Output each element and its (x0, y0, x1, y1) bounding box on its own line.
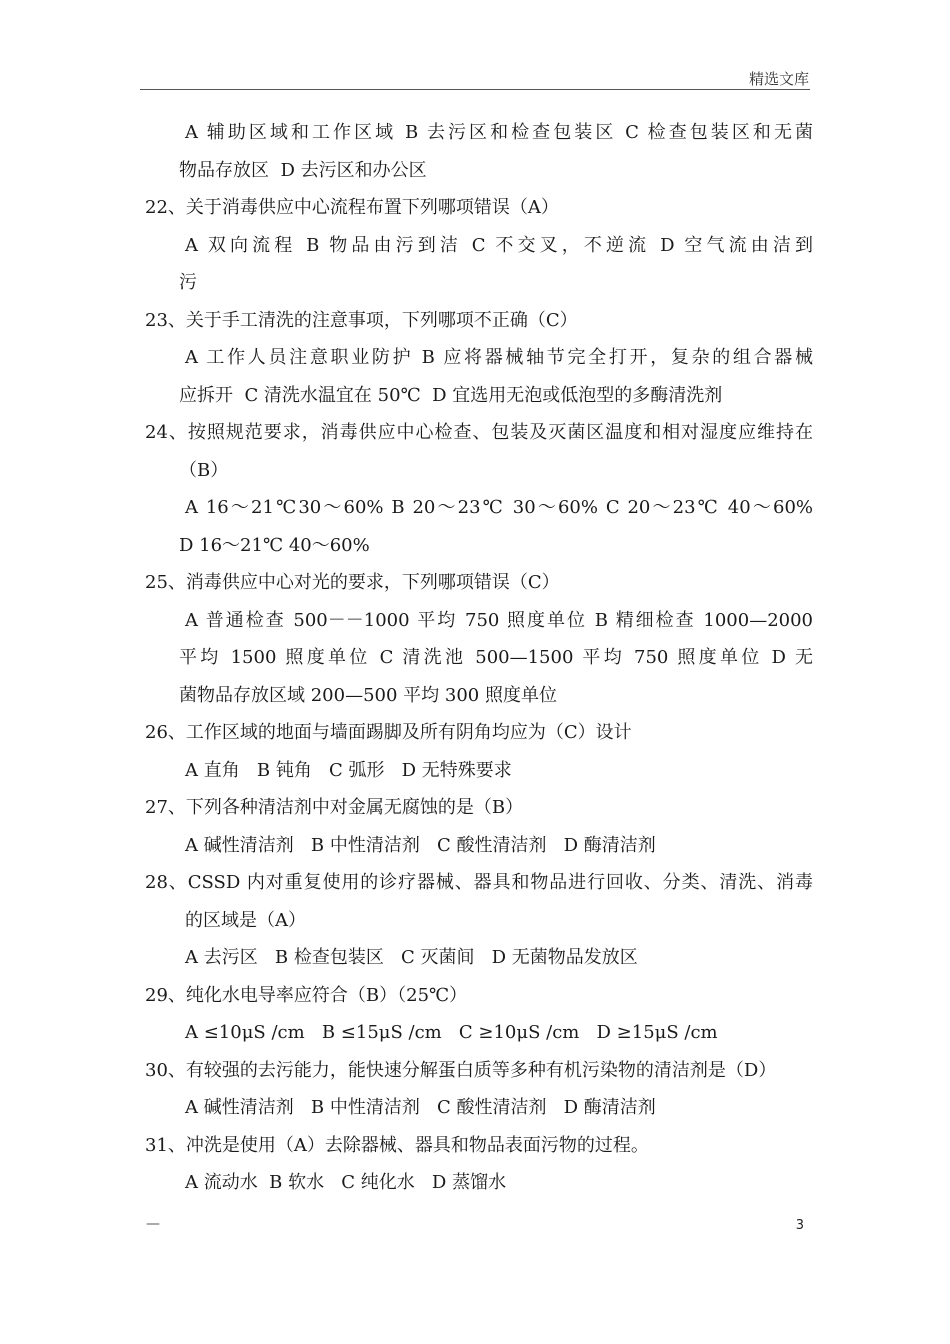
continuation-line: D 16～21℃ 40～60% (179, 534, 370, 556)
continuation-line: 菌物品存放区域 200—500 平均 300 照度单位 (179, 684, 557, 706)
continuation-line: 应拆开 C 清洗水温宜在 50℃ D 宜选用无泡或低泡型的多酶清洗剂 (179, 384, 723, 406)
options-line: 的区域是（A） (185, 909, 306, 931)
footer-dash: — (146, 1216, 160, 1232)
continuation-line: 平均 1500 照度单位 C 清洗池 500—1500 平均 750 照度单位 D 无 (179, 647, 813, 668)
continuation-line: 物品存放区 D 去污区和办公区 (179, 159, 427, 181)
question-line: 31、冲洗是使用（A）去除器械、器具和物品表面污物的过程。 (145, 1134, 649, 1156)
options-line: A 去污区 B 检查包装区 C 灭菌间 D 无菌物品发放区 (185, 947, 638, 968)
question-line: 25、消毒供应中心对光的要求，下列哪项错误（C） (145, 572, 560, 593)
page-number: 3 (795, 1218, 804, 1233)
options-line: A 工作人员注意职业防护 B 应将器械轴节完全打开，复杂的组合器械 (185, 347, 813, 368)
options-line: A 辅助区域和工作区域 B 去污区和检查包装区 C 检查包装区和无菌 (185, 122, 813, 143)
continuation-line: （B） (179, 459, 229, 481)
question-line: 28、CSSD 内对重复使用的诊疗器械、器具和物品进行回收、分类、清洗、消毒 (145, 872, 813, 893)
options-line: A ≤10μS /cm B ≤15μS /cm C ≥10μS /cm D ≥15μS /cm (185, 1022, 718, 1043)
header-title: 精选文库 (748, 70, 809, 88)
options-line: A 碱性清洁剂 B 中性清洁剂 C 酸性清洁剂 D 酶清洁剂 (185, 1097, 656, 1118)
header-divider (140, 89, 810, 90)
question-line: 26、工作区域的地面与墙面踢脚及所有阴角均应为（C）设计 (145, 722, 632, 743)
continuation-line: 污 (179, 272, 197, 293)
options-line: A 普通检查 500－－1000 平均 750 照度单位 B 精细检查 1000—2000 (185, 609, 813, 631)
question-line: 27、下列各种清洁剂中对金属无腐蚀的是（B） (145, 797, 524, 818)
question-line: 22、关于消毒供应中心流程布置下列哪项错误（A） (145, 197, 559, 218)
document-body (145, 114, 813, 1202)
options-line: A 直角 B 钝角 C 弧形 D 无特殊要求 (185, 759, 512, 781)
options-line: A 流动水 B 软水 C 纯化水 D 蒸馏水 (185, 1172, 507, 1193)
options-line: A 碱性清洁剂 B 中性清洁剂 C 酸性清洁剂 D 酶清洁剂 (185, 834, 656, 856)
question-line: 23、关于手工清洗的注意事项，下列哪项不正确（C） (145, 309, 578, 331)
question-line: 30、有较强的去污能力，能快速分解蛋白质等多种有机污染物的清洁剂是（D） (145, 1059, 777, 1081)
question-line: 29、纯化水电导率应符合（B）（25℃） (145, 984, 468, 1006)
question-line: 24、按照规范要求，消毒供应中心检查、包装及灭菌区温度和相对湿度应维持在 (145, 422, 813, 443)
options-line: A 双向流程 B 物品由污到洁 C 不交叉，不逆流 D 空气流由洁到 (185, 234, 813, 256)
options-line: A 16～21℃30～60% B 20～23℃ 30～60% C 20～23℃ 40～60% (185, 497, 813, 518)
